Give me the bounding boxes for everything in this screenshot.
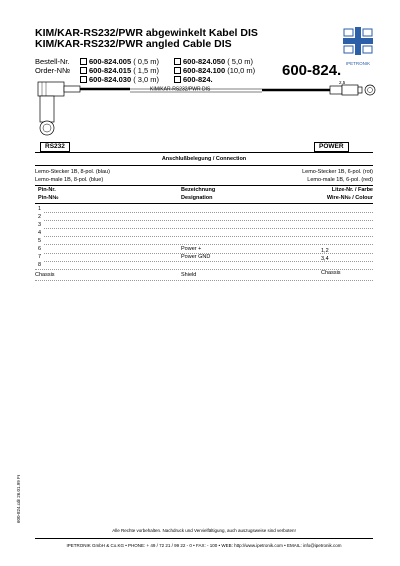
table-top-rule [35,152,373,153]
order-option-005[interactable]: 600-824.005 ( 0,5 m) [80,57,159,66]
logo-text: IPETRONIK [345,61,371,66]
table-rule [35,185,373,186]
order-label: Order-N№ [35,66,71,75]
order-option-015[interactable]: 600-824.015 ( 1,5 m) [80,66,159,75]
angled-plug-icon [38,82,80,135]
table-row-pin: 8 [38,262,42,268]
order-option-050[interactable]: 600-824.050 ( 5,0 m) [174,57,253,66]
cable-drawing [30,80,380,150]
order-option-custom[interactable]: 600-824. [174,75,213,84]
connector-left-en: Lemo-male 1B, 8-pol. (blue) [35,177,104,183]
dimension-label: 2,5 [339,80,346,85]
row-divider [44,236,373,237]
row-divider [44,220,373,221]
col-pin-en: Pin-N№ [38,195,59,201]
row-divider [44,244,373,245]
table-row-pin: 6 [38,246,42,252]
footer-address: IPETRONIK GmbH & Co.KG • PHONE: + 49 / 72 21 / 99 22 - 0 • FAX: - 100 • WEB: http://www.ipetronik.com • EMAIL: info@ipetronik.com [66,543,342,548]
straight-plug-icon [330,85,375,95]
table-row-desc: Shield [181,272,197,278]
col-desc-en: Designation [181,195,213,201]
table-row-pin: 4 [38,230,42,236]
table-row-pin: 5 [38,238,42,244]
row-divider [44,228,373,229]
table-row-wire: 1,2 [321,248,329,254]
checkbox-icon[interactable] [80,67,87,74]
table-row-wire: 3,4 [321,256,329,262]
cable-label: KIM/KAR-RS232/PWR DIS [150,86,211,93]
footer-rule [35,538,373,539]
connector-left-de: Lemo-Stecker 1B, 8-pol. (blau) [35,169,110,175]
col-wire-de: Litze-Nr. / Farbe [331,187,373,193]
col-desc-de: Bezeichnung [181,187,216,193]
col-wire-en: Wire-N№ / Colour [326,195,373,201]
table-row-pin: 2 [38,214,42,220]
bestell-label: Bestell-Nr. [35,57,70,66]
table-rule [35,203,373,204]
checkbox-icon[interactable] [174,58,181,65]
file-reference: 600-824.cdr 26.01.99 Fr [16,474,21,523]
table-rule [35,165,373,166]
checkbox-icon[interactable] [80,58,87,65]
table-row-pin: 1 [38,206,42,212]
row-divider [44,212,373,213]
table-row-pin: 3 [38,222,42,228]
order-option-100[interactable]: 600-824.100 (10,0 m) [174,66,255,75]
connector-right-en: Lemo-male 1B, 6-pol. (red) [307,177,373,183]
table-title: Anschlußbelegung / Connection [161,156,247,162]
order-option-030[interactable]: 600-824.030 ( 3,0 m) [80,75,159,84]
checkbox-icon[interactable] [174,67,181,74]
col-pin-de: Pin-Nr. [38,187,56,193]
logo-mark-icon [340,26,376,56]
footer-rights: Alle Rechte vorbehalten. Nachdruck und Vervielfältigung, auch auszugsweise sind verboten! [112,528,296,533]
big-order-number: 600-824. [282,62,342,79]
tag-power: POWER [314,142,349,152]
table-row-pin: 7 [38,254,42,260]
title-german: KIM/KAR-RS232/PWR abgewinkelt Kabel DIS [35,27,258,39]
table-row-desc: Power GND [181,254,211,260]
row-divider [35,280,373,281]
company-logo [340,26,376,66]
table-row-desc: Power + [181,246,202,252]
table-row-pin: Chassis [35,272,55,278]
connector-right-de: Lemo-Stecker 1B, 6-pol. (rot) [302,169,373,175]
row-divider [44,261,373,262]
title-english: KIM/KAR-RS232/PWR angled Cable DIS [35,38,232,50]
tag-rs232: RS232 [40,142,70,152]
table-row-wire: Chassis [321,270,341,276]
